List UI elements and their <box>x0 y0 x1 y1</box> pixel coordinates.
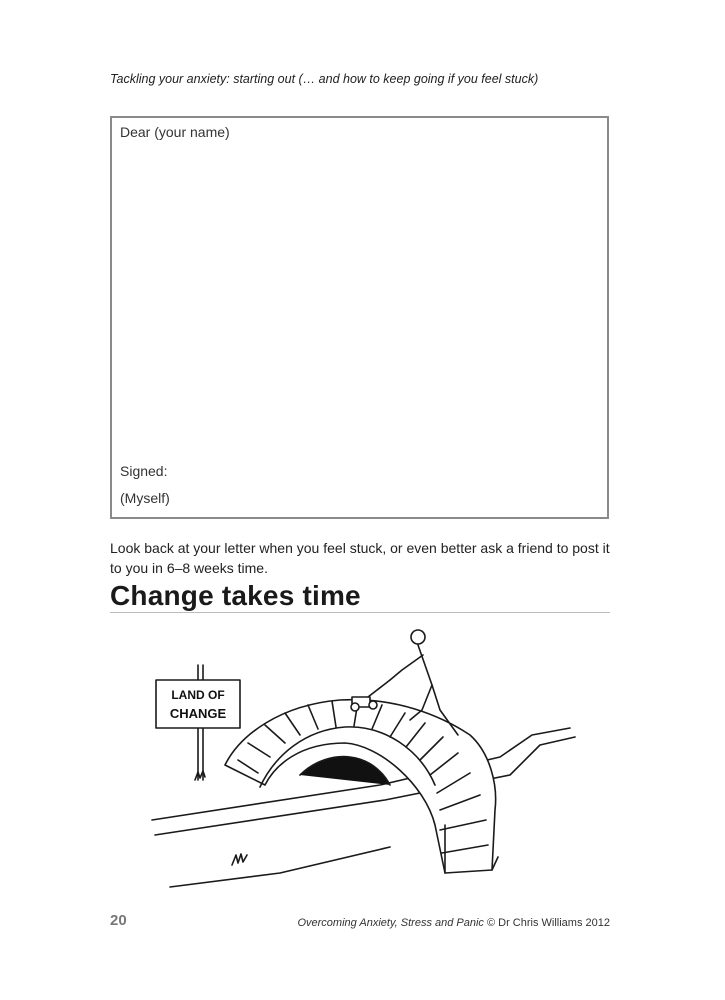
page-number: 20 <box>110 912 127 929</box>
letter-box <box>110 116 609 519</box>
footer-book-title: Overcoming Anxiety, Stress and Panic <box>297 917 484 929</box>
path-line <box>155 737 575 835</box>
bridge-illustration <box>140 625 600 900</box>
letter-greeting: Dear (your name) <box>120 124 230 140</box>
title-rule <box>110 612 610 613</box>
letter-signed-label: Signed: <box>120 463 168 479</box>
section-title: Change takes time <box>110 580 361 611</box>
person-head <box>411 630 425 644</box>
letter-signer: (Myself) <box>120 490 170 506</box>
footer-credit <box>297 917 610 929</box>
sign-line-1: LAND OF <box>171 688 225 702</box>
sign-line-2: CHANGE <box>169 706 227 721</box>
grass <box>232 854 247 865</box>
instruction-paragraph: Look back at your letter when you feel stuck, or even better ask a friend to post it to you in 6–8 weeks time. <box>110 540 610 576</box>
running-head: Tackling your anxiety: starting out (… and how to keep going if you feel stuck) <box>110 72 539 86</box>
footer-copyright: © Dr Chris Williams 2012 <box>483 917 610 929</box>
ground-line <box>170 847 390 887</box>
